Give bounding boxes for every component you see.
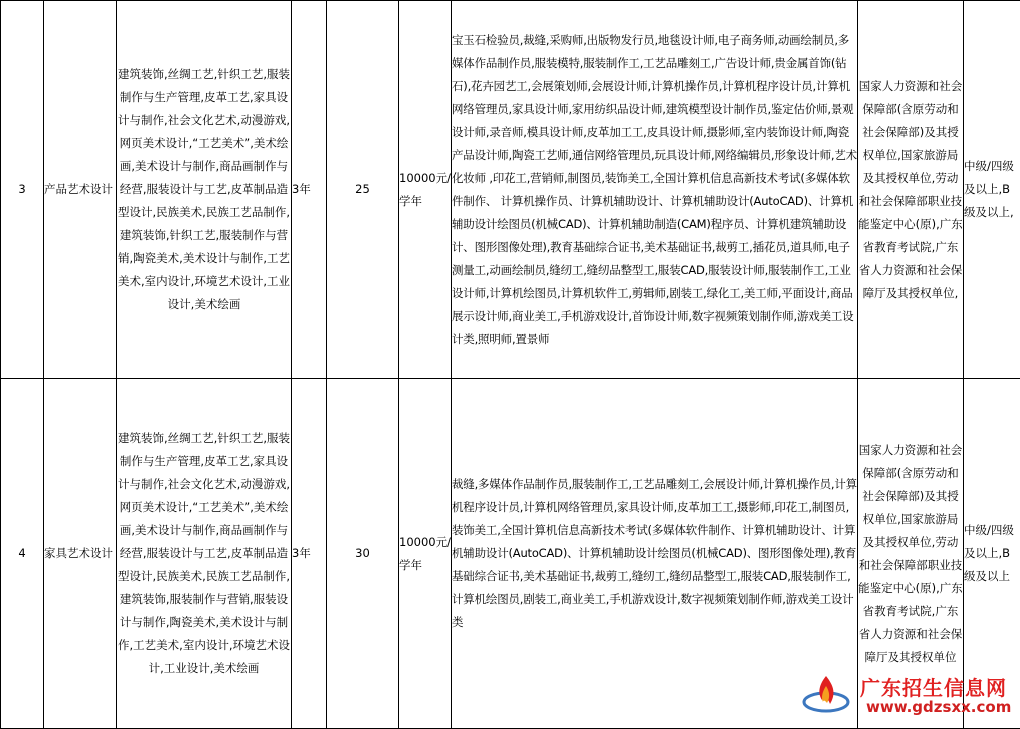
flame-logo-icon (800, 672, 856, 718)
tuition-fee-cell: 10000元/学年 (399, 379, 452, 729)
row-number-cell: 3 (1, 1, 44, 379)
row-number-cell: 4 (1, 379, 44, 729)
issuing-authority-cell: 国家人力资源和社会保障部(含原劳动和社会保障部)及其授权单位,国家旅游局及其授权单位,劳动和社会保障部职业技能鉴定中心(原),广东省教育考试院,广东省人力资源和社会保障厅及其授权单位 (858, 379, 964, 729)
certificate-level-cell: 中级/四级及以上,B级及以上 (964, 379, 1020, 729)
table-row (1, 1, 1020, 379)
enrollment-plan-cell: 30 (327, 379, 399, 729)
certificates-cell: 裁缝,多媒体作品制作员,服装制作工,工艺品雕刻工,会展设计师,计算机操作员,计算机程序设计员,计算机网络管理员,家具设计师,皮革加工工,摄影师,印花工,制图员,装饰美工,全国计算机信息高新技术考试(多媒体软件制作、计算机辅助设计、计算机辅助设计(AutoCAD)、计算机辅助设计绘图员(机械CAD)、图形图像处理),教育基础综合证书,美术基础证书,裁剪工,缝纫工,缝纫品整型工,服装CAD,服装制作工,计算机绘图员,剧装工,商业美工,手机游戏设计,数字视频策划制作师,游戏美工设计类 (452, 379, 858, 729)
prerequisite-majors-cell: 建筑装饰,丝绸工艺,针织工艺,服装制作与生产管理,皮革工艺,家具设计与制作,社会文化艺术,动漫游戏,网页美术设计,“工艺美术”,美术绘画,美术设计与制作,商品画制作与经营,服装设计与工艺,皮革制品造型设计,民族美术,民族工艺品制作,建筑装饰,服装制作与营销,服装设计与制作,陶瓷美术,美术设计与制作,工艺美术,室内设计,环境艺术设计,工业设计,美术绘画 (117, 379, 292, 729)
issuing-authority-cell: 国家人力资源和社会保障部(含原劳动和社会保障部)及其授权单位,国家旅游局及其授权单位,劳动和社会保障部职业技能鉴定中心(原),广东省教育考试院,广东省人力资源和社会保障厅及其授权单位, (858, 1, 964, 379)
certificates-cell: 宝玉石检验员,裁缝,采购师,出版物发行员,地毯设计师,电子商务师,动画绘制员,多媒体作品制作员,服装模特,服装制作工,工艺品雕刻工,广告设计师,贵金属首饰(钻石),花卉园艺工,会展策划师,会展设计师,计算机操作员,计算机程序设计员,计算机网络管理员,家具设计师,家用纺织品设计师,建筑模型设计制作员,鉴定估价师,景观设计师,录音师,模具设计师,皮革加工工,皮具设计师,摄影师,室内装饰设计师,陶瓷产品设计师,陶瓷工艺师,通信网络管理员,玩具设计师,网络编辑员,形象设计师,艺术化妆师 ,印花工,营销师,制图员,装饰美工,全国计算机信息高新技术考试(多媒体软件制作、 计算机操作员、计算机辅助设计、计算机辅助设计(AutoCAD)、计算机辅助设计绘图员(机械CAD)、计算机辅助制造(CAM)程序员、计算机建筑辅助设计、图形图像处理),教育基础综合证书,美术基础证书,裁剪工,插花员,道具师,电子测量工,动画绘制员,缝纫工,缝纫品整型工,服装CAD,服装设计师,服装制作工,工业设计师,计算机绘图员,计算机软件工,剪辑师,剧装工,绿化工,美工师,平面设计,商品展示设计师,商业美工,手机游戏设计,首饰设计师,数字视频策划制作师,游戏美工设计类,照明师,置景师 (452, 1, 858, 379)
prerequisite-majors-cell: 建筑装饰,丝绸工艺,针织工艺,服装制作与生产管理,皮革工艺,家具设计与制作,社会文化艺术,动漫游戏,网页美术设计,“工艺美术”,美术绘画,美术设计与制作,商品画制作与经营,服装设计与工艺,皮革制品造型设计,民族美术,民族工艺品制作,建筑装饰,针织工艺,服装制作与营销,陶瓷美术,美术设计与制作,工艺美术,室内设计,环境艺术设计,工业设计,美术绘画 (117, 1, 292, 379)
study-years-cell: 3年 (292, 1, 327, 379)
certificate-level-cell: 中级/四级及以上,B级及以上, (964, 1, 1020, 379)
study-years-cell: 3年 (292, 379, 327, 729)
watermark-url: www.gdzsxx.com (866, 698, 1011, 716)
enrollment-plan-cell: 25 (327, 1, 399, 379)
major-name-cell: 产品艺术设计 (44, 1, 117, 379)
site-watermark (800, 672, 1010, 718)
tuition-fee-cell: 10000元/学年 (399, 1, 452, 379)
major-name-cell: 家具艺术设计 (44, 379, 117, 729)
watermark-title: 广东招生信息网 (860, 672, 1007, 701)
